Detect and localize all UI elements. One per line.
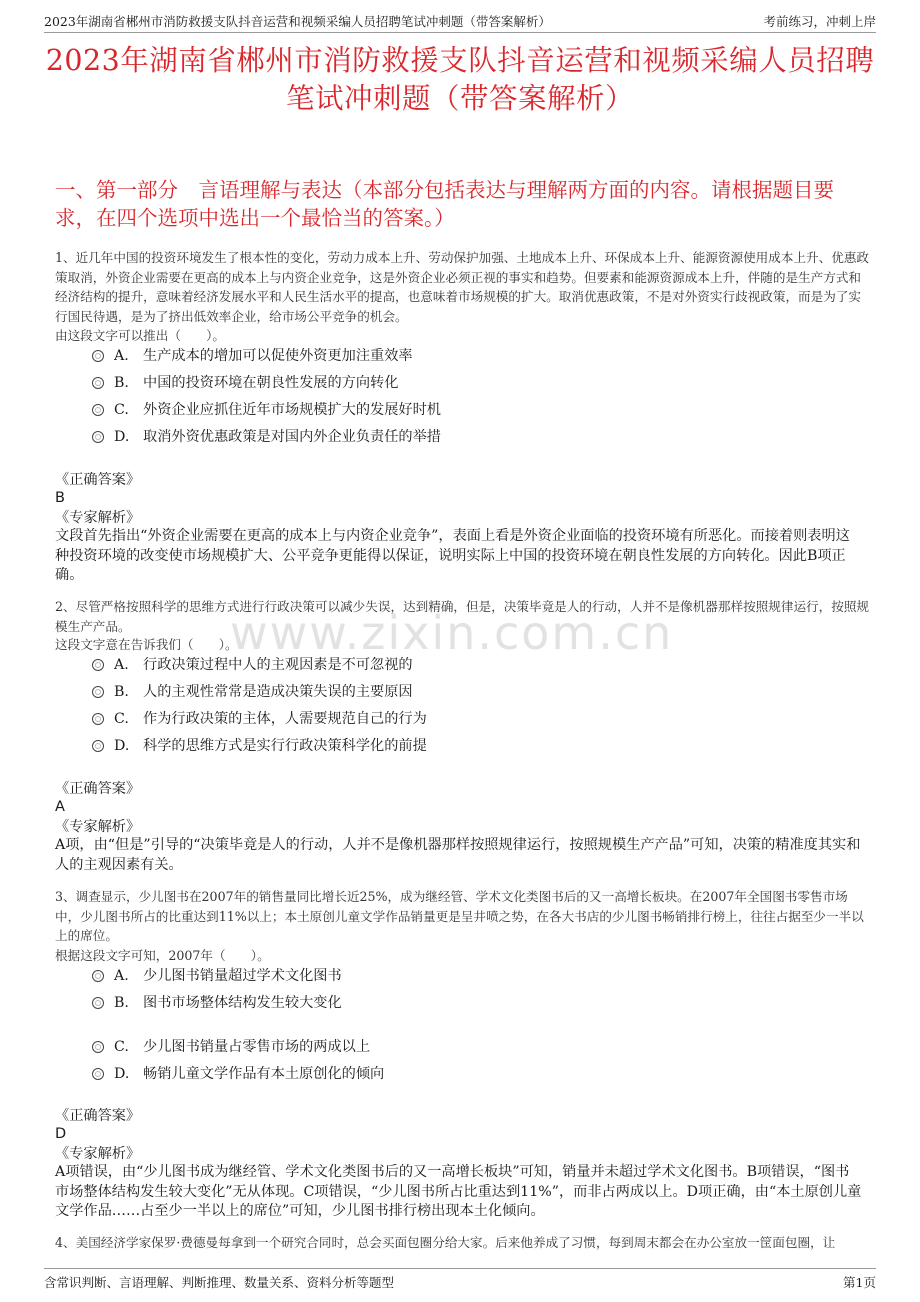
q3-analysis: A项错误，由“少儿图书成为继经管、学术文化类图书后的又一高增长板块”可知，销量并未超过学术文化图书。B项错误，“图书市场整体结构发生较大变化”无从体现。C项错误，“少儿图书所占比重达到11%”，而非占两成以上。D项正确，由“本土原创儿童文学作品……占至少一半以上的席位”可知，少儿图书排行榜出现本土化倾向。 xyxy=(55,1164,862,1219)
radio-icon[interactable] xyxy=(92,659,104,671)
question-4-stem: 4、美国经济学家保罗·费德曼每拿到一个研究合同时，总会买面包圈分给大家。后来他养成了习惯，每到周末都会在办公室放一筐面包圈，让 xyxy=(55,1235,836,1250)
q2-analysis: A项，由“但是”引导的“决策毕竟是人的行动，人并不是像机器那样按照规律运行，按照规模生产产品”可知，决策的精准度其实和人的主观因素有关。 xyxy=(55,837,861,873)
radio-icon[interactable] xyxy=(92,431,104,443)
radio-icon[interactable] xyxy=(92,686,104,698)
q3-answer-label: 《正确答案》 xyxy=(55,1108,141,1124)
q2-answer-label: 《正确答案》 xyxy=(55,781,141,797)
question-1-prompt: 由这段文字可以推出（ ）。 xyxy=(55,328,226,343)
radio-icon[interactable] xyxy=(92,350,104,362)
radio-icon[interactable] xyxy=(92,713,104,725)
radio-icon[interactable] xyxy=(92,1068,104,1080)
q1-answer: B xyxy=(55,490,65,506)
question-2-prompt: 这段文字意在告诉我们（ ）。 xyxy=(55,637,238,652)
question-3-prompt: 根据这段文字可知，2007年（ ）。 xyxy=(55,948,270,963)
page-footer xyxy=(44,1268,876,1291)
header-doc-title: 2023年湖南省郴州市消防救援支队抖音运营和视频采编人员招聘笔试冲刺题（带答案解析） xyxy=(44,14,551,29)
document-title: 2023年湖南省郴州市消防救援支队抖音运营和视频采编人员招聘笔试冲刺题（带答案解析） xyxy=(45,44,875,115)
radio-icon[interactable] xyxy=(92,970,104,982)
q1-analysis: 文段首先指出“外资企业需要在更高的成本上与内资企业竞争”，表面上看是外资企业面临的投资环境有所恶化。而接着则表明这种投资环境的改变使市场规模扩大、公平竞争更能得以保证，说明实际上中国的投资环境在朝良性发展的方向转化。因此B项正确。 xyxy=(55,528,850,583)
q2-analysis-label: 《专家解析》 xyxy=(55,819,141,835)
question-2-stem: 2、尽管严格按照科学的思维方式进行行政决策可以减少失误，达到精确，但是，决策毕竟是人的行动，人并不是像机器那样按照规律运行，按照规模生产产品。 xyxy=(55,599,870,634)
radio-icon[interactable] xyxy=(92,404,104,416)
radio-icon[interactable] xyxy=(92,997,104,1009)
radio-icon[interactable] xyxy=(92,1041,104,1053)
radio-icon[interactable] xyxy=(92,377,104,389)
header-slogan: 考前练习，冲刺上岸 xyxy=(763,14,876,29)
page-number: 第1页 xyxy=(843,1275,876,1290)
question-1-stem: 1、近几年中国的投资环境发生了根本性的变化，劳动力成本上升、劳动保护加强、土地成本上升、环保成本上升、能源资源使用成本上升、优惠政策取消，外资企业需要在更高的成本上与内资企业竞争，这是外资企业必须正视的事实和趋势。但要素和能源资源成本上升，伴随的是生产方式和经济结构的提升，意味着经济发展水平和人民生活水平的提高，也意味着市场规模的扩大。取消优惠政策，不是对外资实行歧视政策，而是为了实行国民待遇，是为了挤出低效率企业，给市场公平竞争的机会。 xyxy=(55,250,870,324)
section-heading: 一、第一部分 言语理解与表达（本部分包括表达与理解两方面的内容。请根据题目要求，在四个选项中选出一个最恰当的答案。） xyxy=(55,178,834,230)
q3-analysis-label: 《专家解析》 xyxy=(55,1146,141,1162)
question-3-stem: 3、调查显示，少儿图书在2007年的销售量同比增长近25%，成为继经管、学术文化类图书后的又一高增长板块。在2007年全国图书零售市场中，少儿图书所占的比重达到11%以上；本土原创儿童文学作品销量更是呈井喷之势，在各大书店的少儿图书畅销排行榜上，往往占据至少一半以上的席位。 xyxy=(55,889,864,943)
q1-answer-label: 《正确答案》 xyxy=(55,472,141,488)
q3-answer: D xyxy=(55,1126,67,1142)
radio-icon[interactable] xyxy=(92,740,104,752)
watermark: www.zixin.com.cn xyxy=(230,606,674,660)
footer-description: 含常识判断、言语理解、判断推理、数量关系、资料分析等题型 xyxy=(44,1275,395,1290)
q1-analysis-label: 《专家解析》 xyxy=(55,510,141,526)
q2-answer: A xyxy=(55,799,65,815)
page-header xyxy=(44,10,876,33)
